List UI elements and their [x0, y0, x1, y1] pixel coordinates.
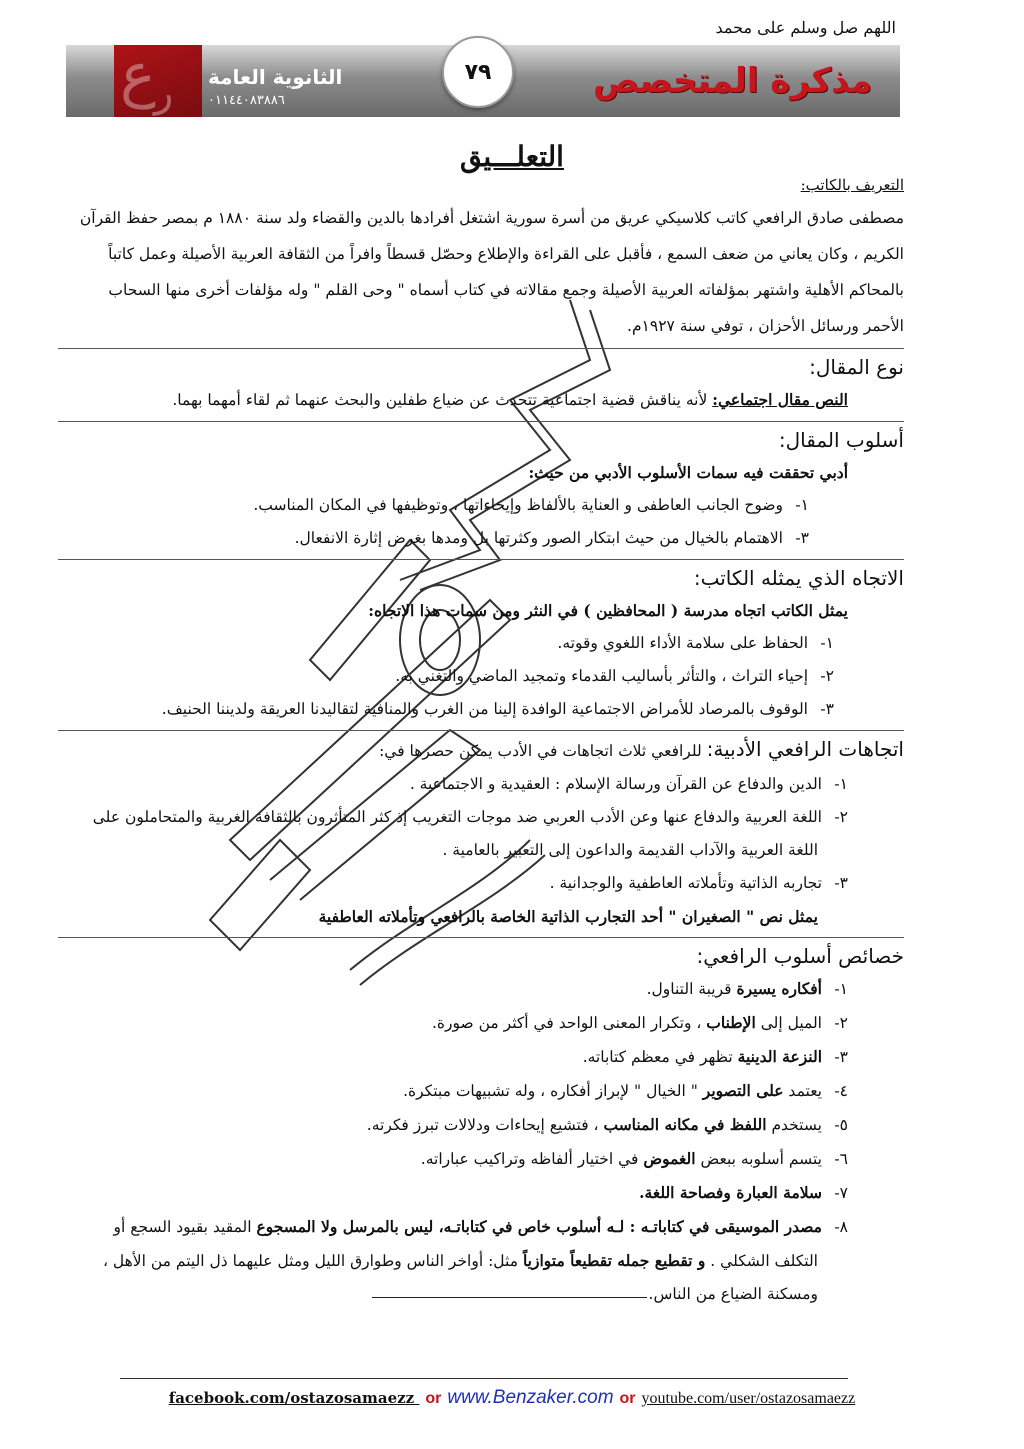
trends-note: يمثل نص " الصغيران " أحد التجارب الذاتية الخاصة بالرافعي وتأملاته العاطفية	[318, 907, 818, 926]
item-bold: مصدر الموسيقى في كتاباتـه : لـه أسلوب خاص في كتاباتـه، ليس بالمرسل ولا المسجوع	[256, 1217, 822, 1236]
school-heading: الاتجاه الذي يمثله الكاتب:	[693, 566, 904, 590]
item-number: ٢-	[834, 1014, 848, 1032]
item-text: التكلف الشكلي .	[705, 1252, 818, 1270]
item-number: ٢-	[834, 808, 848, 826]
feature-item-2	[58, 1006, 904, 1040]
item-pre: الميل إلى	[755, 1014, 822, 1032]
item-number: ١-	[795, 496, 809, 514]
section-features	[58, 938, 904, 1311]
feature-item-8-cont	[18, 1244, 904, 1278]
item-bold: و تقطيع جمله تقطيعاً متوازياً	[522, 1251, 706, 1270]
feature-item-5	[58, 1108, 904, 1142]
item-text: ، فتشيع إيحاءات ودلالات تبرز فكرته.	[366, 1116, 604, 1134]
youtube-link[interactable]: youtube.com/user/ostazosamaezz	[641, 1390, 856, 1407]
item-number: ٣-	[820, 700, 834, 718]
section-trends	[58, 731, 904, 938]
style-heading: أسلوب المقال:	[778, 428, 904, 452]
item-number: ٨-	[834, 1218, 848, 1236]
item-number: ٥-	[834, 1116, 848, 1134]
website-link[interactable]: www.Benzaker.com	[447, 1387, 614, 1408]
item-text: المقيد بقيود السجع أو	[113, 1218, 257, 1236]
item-bold: على التصوير	[702, 1081, 784, 1100]
item-pre: يتسم أسلوبه ببعض	[695, 1150, 822, 1168]
section-author	[58, 168, 904, 349]
item-number: ٣-	[834, 874, 848, 892]
item-text: تظهر في معظم كتاباته.	[582, 1048, 738, 1066]
item-text: " الخيال " لإبراز أفكاره ، وله تشبيهات مبتكرة.	[403, 1082, 703, 1100]
item-text: اللغة العربية والدفاع عنها وعن الأدب العربي ضد موجات التغريب إذ كثر المتأثرون بالثقافة الغربية والمتحاملون على	[92, 808, 822, 826]
item-text: الاهتمام بالخيال من حيث ابتكار الصور وكثرتها بل ومدها بغرض إثارة الانفعال.	[294, 529, 783, 547]
article-type-heading: نوع المقال:	[809, 355, 904, 379]
item-pre: يعتمد	[783, 1082, 822, 1100]
trends-item-3	[58, 867, 904, 900]
item-bold: الإطناب	[706, 1013, 756, 1032]
section-school	[58, 560, 904, 731]
section-style	[58, 422, 904, 560]
article-type-text	[58, 383, 904, 417]
author-line-2: الكريم ، وكان يعاني من ضعف السمع ، فأقبل على القراءة والإطلاع وحصّل قسطاً وافراً من الثقافة العربية الأصيلة وعمل كاتباً	[108, 245, 904, 263]
trends-item-1	[58, 768, 904, 801]
school-label: الثانوية العامة	[208, 65, 343, 89]
feature-item-4	[58, 1074, 904, 1108]
item-text: الدين والدفاع عن القرآن ورسالة الإسلام : العقيدية و الاجتماعية .	[409, 775, 822, 793]
item-bold: الغموض	[643, 1149, 696, 1168]
item-bold: سلامة العبارة وفصاحة اللغة.	[639, 1183, 822, 1202]
item-text: تجاربه الذاتية وتأملاته العاطفية والوجدانية .	[549, 874, 822, 892]
item-bold: أفكاره يسيرة	[736, 979, 822, 998]
item-number: ٧-	[834, 1184, 848, 1202]
style-item-2	[58, 522, 904, 555]
school-item-1	[58, 627, 904, 660]
article-type-reason: لأنه يناقش قضية اجتماعية تتحدث عن ضياع طفلين والبحث عنهما ثم لقاء أمهما بهما.	[172, 391, 713, 409]
author-line-4: الأحمر ورسائل الأحزان ، توفي سنة ١٩٢٧م.	[627, 317, 904, 335]
item-text: الوقوف بالمرصاد للأمراض الاجتماعية الوافدة إلينا من الغرب والمنافية لتقاليدنا العريقة ولديننا الحنيف.	[161, 700, 808, 718]
item-number: ٣-	[795, 529, 809, 547]
item-number: ٢-	[820, 667, 834, 685]
school-intro: يمثل الكاتب اتجاه مدرسة ( المحافظين ) في النثر ومن سمات هذا الاتجاه:	[368, 601, 848, 620]
feature-item-7	[58, 1176, 904, 1210]
footer	[0, 1387, 1024, 1409]
item-number: ٦-	[834, 1150, 848, 1168]
item-bold: اللفظ في مكانه المناسب	[603, 1115, 767, 1134]
features-heading: خصائص أسلوب الرافعي:	[696, 944, 904, 968]
item-text: ، وتكرار المعنى الواحد في أكثر من صورة.	[432, 1014, 707, 1032]
author-heading: التعريف بالكاتب:	[800, 176, 904, 194]
item-text: إحياء التراث ، والتأثر بأساليب القدماء وتمجيد الماضي والتغني به.	[395, 667, 808, 685]
brand-title: مذكرة المتخصص	[592, 61, 872, 101]
author-line-1: مصطفى صادق الرافعي كاتب كلاسيكي عريق من أسرة سورية اشتغل أفرادها بالدين والقضاء ولد سنة ١٨٨٠ م بمصر حفظ القرآن	[79, 209, 904, 227]
prayer-header: اللهم صل وسلم على محمد	[715, 18, 896, 37]
document-body	[58, 168, 904, 1311]
item-text: قريبة التناول.	[646, 980, 737, 998]
footer-or: or	[619, 1390, 636, 1407]
feature-item-1	[58, 972, 904, 1006]
item-text: وضوح الجانب العاطفى و العناية بالألفاظ وإيحاءاتها ، وتوظيفها في المكان المناسب.	[253, 496, 783, 514]
feature-item-6	[58, 1142, 904, 1176]
banner-decoration: ع ر	[114, 45, 202, 117]
phone-number: ٠١١٤٤٠٨٣٨٨٦	[208, 93, 285, 108]
section-article-type	[58, 349, 904, 422]
item-bold: النزعة الدينية	[737, 1047, 822, 1066]
style-item-1	[58, 489, 904, 522]
trends-item-2-cont: اللغة العربية والآداب القديمة والداعون إلى التعبير بالعامية .	[442, 841, 818, 859]
item-number: ٣-	[834, 1048, 848, 1066]
page-number-badge: ٧٩	[442, 36, 514, 108]
author-line-3: بالمحاكم الأهلية واشتهر بمؤلفاته العربية الأصيلة وجمع مقالاته في كتاب أسماه " وحى القلم " وله مؤلفات أخرى منها السحاب	[108, 281, 904, 299]
item-pre: يستخدم	[766, 1116, 822, 1134]
trends-item-2	[0, 801, 904, 834]
trends-heading: اتجاهات الرافعي الأدبية:	[706, 737, 904, 761]
footer-divider	[120, 1378, 848, 1379]
item-text: مثل: أواخر الناس وطوارق الليل ومثل عليهما ذل اليتم من الأهل ،	[102, 1252, 523, 1270]
item-number: ١-	[834, 980, 848, 998]
end-divider	[372, 1297, 647, 1298]
trends-heading-line	[58, 733, 904, 768]
style-intro: أدبي تحققت فيه سمات الأسلوب الأدبي من حيث:	[528, 463, 848, 482]
item-number: ٤-	[834, 1082, 848, 1100]
footer-or: or	[425, 1390, 442, 1407]
feature-item-8	[18, 1210, 904, 1244]
item-number: ١-	[820, 634, 834, 652]
facebook-link[interactable]: facebook.com/ostazosamaezz	[168, 1389, 420, 1407]
school-item-2	[58, 660, 904, 693]
item-text: الحفاظ على سلامة الأداء اللغوي وقوته.	[557, 634, 808, 652]
school-item-3	[58, 693, 904, 726]
item-text: في اختيار ألفاظه وتراكيب عباراته.	[420, 1150, 644, 1168]
article-type-label: النص مقال اجتماعي:	[712, 390, 848, 409]
feature-item-3	[58, 1040, 904, 1074]
trends-intro: للرافعي ثلاث اتجاهات في الأدب يمكن حصرها في:	[379, 742, 707, 760]
item-number: ١-	[834, 775, 848, 793]
feature-item-8-end: ومسكنة الضياع من الناس.	[648, 1285, 818, 1303]
page-title: التعلـــيق	[460, 140, 564, 173]
